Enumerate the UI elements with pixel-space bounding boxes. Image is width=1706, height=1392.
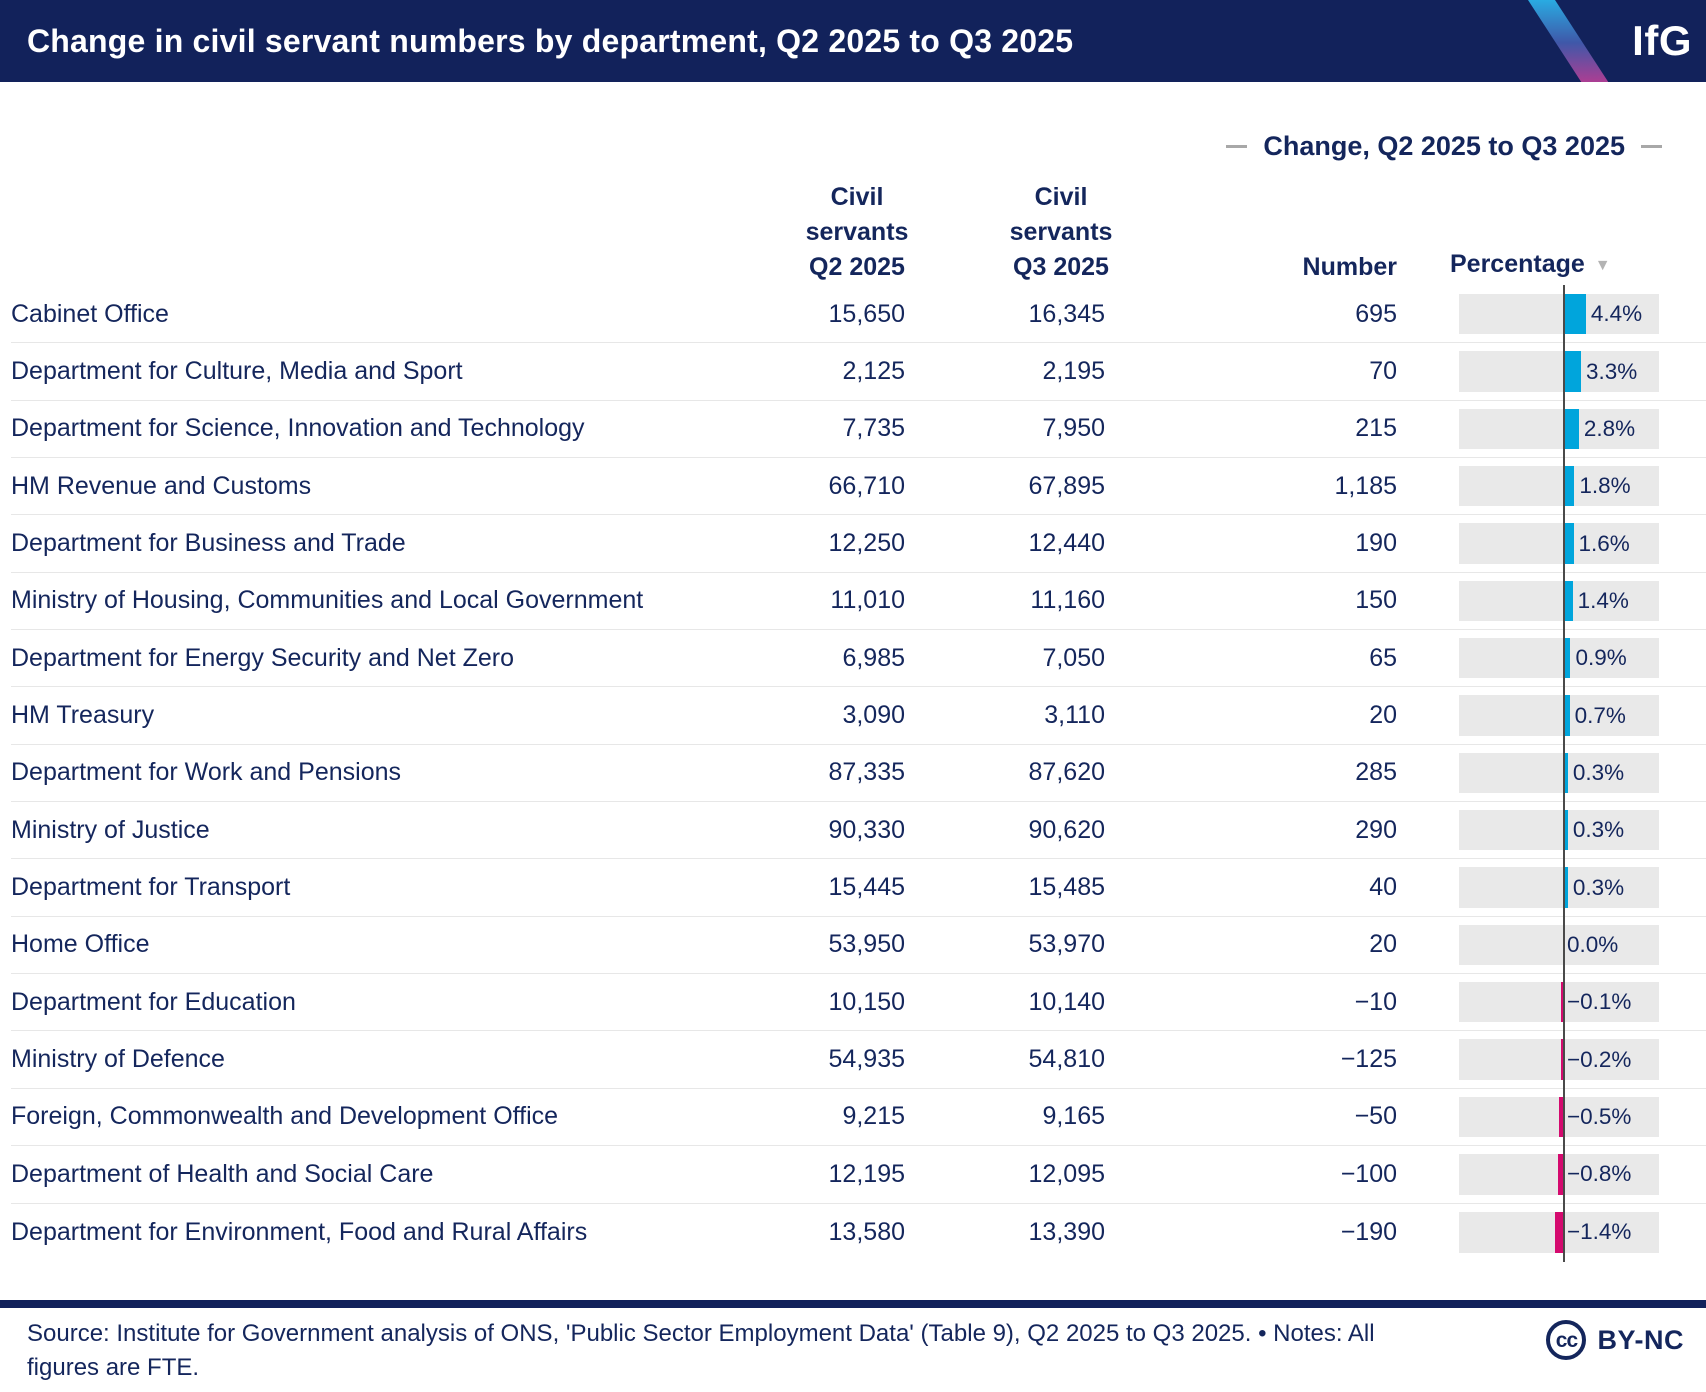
percentage-bar	[1565, 294, 1586, 334]
table-row	[11, 745, 1706, 802]
percentage-label: 0.3%	[1572, 759, 1625, 785]
percentage-bar	[1565, 466, 1574, 506]
q3-value: 11,160	[1030, 586, 1105, 615]
q2-value: 87,335	[828, 758, 905, 787]
table-body	[11, 286, 1706, 1261]
percentage-bar-cell	[1397, 630, 1706, 686]
q2-value: 13,580	[828, 1217, 905, 1246]
percentage-label: −1.4%	[1567, 1219, 1632, 1245]
q3-value: 53,970	[1028, 930, 1105, 959]
q2-value: 66,710	[828, 471, 905, 500]
department-name: Department for Environment, Food and Rural Affairs	[11, 1217, 588, 1246]
change-number: 150	[1355, 586, 1397, 615]
q2-value: 15,445	[828, 873, 905, 902]
percentage-bar	[1565, 867, 1568, 907]
table-row	[11, 286, 1706, 343]
percentage-label: 0.3%	[1572, 874, 1625, 900]
q2-value: 3,090	[842, 701, 905, 730]
percentage-label: 1.4%	[1577, 587, 1629, 613]
table-row	[11, 917, 1706, 974]
percentage-label: −0.1%	[1567, 989, 1632, 1015]
department-name: Department for Science, Innovation and Technology	[11, 414, 585, 443]
percentage-bar	[1561, 982, 1563, 1022]
table-row	[11, 859, 1706, 916]
table-row	[11, 401, 1706, 458]
percentage-bar-cell	[1397, 1146, 1706, 1202]
percentage-bar	[1565, 409, 1579, 449]
department-name: Department for Education	[11, 987, 296, 1016]
percentage-label: 0.9%	[1575, 645, 1627, 671]
change-number: 290	[1355, 815, 1397, 844]
table-row	[11, 974, 1706, 1031]
department-name: Department for Transport	[11, 873, 291, 902]
change-number: 70	[1369, 357, 1397, 386]
table-row	[11, 1031, 1706, 1088]
percentage-label: 2.8%	[1583, 415, 1636, 441]
percentage-bar	[1565, 581, 1573, 621]
col-header-q3: Civil servants Q3 2025	[1009, 183, 1113, 281]
percentage-label: 3.3%	[1586, 358, 1638, 384]
percentage-label: −0.5%	[1567, 1103, 1632, 1129]
bar-track	[1459, 925, 1659, 965]
change-number: 695	[1355, 299, 1397, 328]
q3-value: 15,485	[1028, 873, 1105, 902]
zero-line	[1563, 1030, 1565, 1088]
change-number: −125	[1340, 1045, 1397, 1074]
percentage-header-label: Percentage	[1450, 250, 1585, 278]
q3-value: 13,390	[1028, 1217, 1105, 1246]
department-name: Cabinet Office	[11, 299, 169, 328]
percentage-label: 1.8%	[1579, 473, 1631, 499]
percentage-bar-cell	[1397, 974, 1706, 1030]
table-row	[11, 515, 1706, 572]
group-header-title: Change, Q2 2025 to Q3 2025	[1263, 131, 1625, 161]
q2-value: 10,150	[828, 987, 905, 1016]
percentage-bar-cell	[1397, 687, 1706, 743]
group-header-right-dash	[1641, 145, 1662, 148]
q2-value: 2,125	[842, 357, 905, 386]
zero-line	[1563, 1145, 1565, 1203]
sort-descending-icon[interactable]: ▼	[1594, 257, 1611, 274]
department-name: Ministry of Justice	[11, 815, 210, 844]
department-name: HM Treasury	[11, 701, 155, 730]
department-name: Ministry of Housing, Communities and Local Government	[11, 586, 644, 615]
zero-line	[1563, 973, 1565, 1031]
bar-track	[1459, 466, 1659, 506]
q3-value: 67,895	[1028, 471, 1105, 500]
percentage-bar-cell	[1397, 401, 1706, 457]
q2-value: 53,950	[828, 930, 905, 959]
source-note-line2: figures are FTE.	[27, 1354, 200, 1381]
percentage-bar	[1565, 810, 1568, 850]
bar-track	[1459, 695, 1659, 735]
q3-value: 7,050	[1042, 643, 1105, 672]
percentage-bar-cell	[1397, 745, 1706, 801]
percentage-label: −0.8%	[1567, 1161, 1632, 1187]
footer-rule	[0, 1300, 1706, 1308]
percentage-bar-cell	[1397, 1089, 1706, 1145]
bar-track	[1459, 753, 1659, 793]
department-name: Department for Business and Trade	[11, 529, 406, 558]
bar-track	[1459, 1154, 1659, 1194]
bar-track	[1459, 294, 1659, 334]
department-name: Department for Work and Pensions	[11, 758, 402, 787]
percentage-label: 0.3%	[1572, 817, 1625, 843]
change-number: 215	[1355, 414, 1397, 443]
change-number: 20	[1369, 930, 1397, 959]
cc-license-badge	[1546, 1320, 1684, 1360]
percentage-label: −0.2%	[1567, 1046, 1632, 1072]
bar-track	[1459, 1097, 1659, 1137]
q2-value: 54,935	[828, 1045, 905, 1074]
change-number: 20	[1369, 701, 1397, 730]
department-name: Department of Health and Social Care	[11, 1159, 434, 1188]
q3-value: 2,195	[1042, 357, 1105, 386]
bar-track	[1459, 982, 1659, 1022]
department-name: Ministry of Defence	[11, 1045, 225, 1074]
q3-value: 87,620	[1028, 758, 1105, 787]
bar-track	[1459, 523, 1659, 563]
table-row	[11, 458, 1706, 515]
percentage-bar-cell	[1397, 573, 1706, 629]
table-row	[11, 687, 1706, 744]
q2-value: 12,250	[828, 529, 905, 558]
department-name: Home Office	[11, 930, 150, 959]
q3-value: 7,950	[1042, 414, 1105, 443]
department-name: Foreign, Commonwealth and Development Office	[11, 1102, 559, 1131]
zero-line	[1563, 916, 1565, 974]
percentage-bar	[1565, 638, 1570, 678]
bar-track	[1459, 351, 1659, 391]
bar-track	[1459, 867, 1659, 907]
department-name: Department for Culture, Media and Sport	[11, 357, 463, 386]
change-number: 285	[1355, 758, 1397, 787]
ifg-logo	[1496, 0, 1706, 82]
change-group-header	[1226, 131, 1662, 162]
change-number: 190	[1355, 529, 1397, 558]
bar-track	[1459, 409, 1659, 449]
column-headers	[11, 180, 1706, 285]
bar-track	[1459, 1212, 1659, 1253]
percentage-bar-cell	[1397, 458, 1706, 514]
percentage-bar	[1565, 351, 1581, 391]
percentage-bar	[1565, 523, 1574, 563]
q3-value: 12,440	[1028, 529, 1105, 558]
table-row	[11, 802, 1706, 859]
ifg-logo-text: IfG	[1632, 17, 1692, 64]
q3-value: 3,110	[1044, 701, 1105, 730]
percentage-bar-cell	[1397, 1031, 1706, 1087]
q2-value: 6,985	[842, 643, 905, 672]
percentage-bar	[1555, 1212, 1563, 1253]
change-number: 65	[1369, 643, 1397, 672]
zero-line	[1563, 1088, 1565, 1146]
department-name: Department for Energy Security and Net Zero	[11, 643, 515, 672]
q2-value: 11,010	[830, 586, 905, 615]
percentage-bar	[1561, 1039, 1563, 1079]
header-bar	[0, 0, 1706, 82]
percentage-label: 0.7%	[1574, 702, 1626, 728]
group-header-left-dash	[1226, 145, 1247, 148]
percentage-bar	[1559, 1097, 1563, 1137]
bar-track	[1459, 1039, 1659, 1079]
bar-track	[1459, 638, 1659, 678]
source-note-line1: Source: Institute for Government analysis of ONS, 'Public Sector Employment Data' (Table 9), Q2 2025 to Q3 2025. • Notes: All	[27, 1320, 1375, 1347]
percentage-bar	[1565, 695, 1570, 735]
col-header-number: Number	[1302, 253, 1397, 281]
table-row	[11, 343, 1706, 400]
q2-value: 90,330	[828, 815, 905, 844]
percentage-label: 1.6%	[1578, 530, 1630, 556]
q2-value: 7,735	[842, 414, 905, 443]
change-number: −190	[1340, 1217, 1397, 1246]
change-number: −50	[1354, 1102, 1397, 1131]
percentage-bar-cell	[1397, 343, 1706, 399]
q3-value: 54,810	[1028, 1045, 1105, 1074]
table-row	[11, 1146, 1706, 1203]
cc-icon: cc	[1546, 1320, 1586, 1360]
change-number: −100	[1340, 1159, 1397, 1188]
q3-value: 12,095	[1028, 1159, 1105, 1188]
percentage-bar	[1558, 1154, 1563, 1194]
zero-line	[1563, 1203, 1565, 1262]
q2-value: 12,195	[828, 1159, 905, 1188]
col-header-percentage[interactable]	[1397, 247, 1706, 285]
table-row	[11, 1204, 1706, 1261]
percentage-bar	[1565, 753, 1568, 793]
change-number: 1,185	[1334, 471, 1397, 500]
license-label: BY-NC	[1597, 1324, 1684, 1355]
q2-value: 9,215	[842, 1102, 905, 1131]
percentage-bar-cell	[1397, 286, 1706, 342]
change-number: −10	[1354, 987, 1397, 1016]
percentage-bar-cell	[1397, 859, 1706, 915]
percentage-label: 0.0%	[1567, 931, 1619, 957]
q3-value: 16,345	[1028, 299, 1105, 328]
change-number: 40	[1369, 873, 1397, 902]
percentage-bar-cell	[1397, 1204, 1706, 1261]
col-header-q2: Civil servants Q2 2025	[805, 183, 909, 281]
table-row	[11, 1089, 1706, 1146]
chart-title: Change in civil servant numbers by department, Q2 2025 to Q3 2025	[27, 22, 1074, 59]
q3-value: 10,140	[1028, 987, 1105, 1016]
percentage-bar-cell	[1397, 802, 1706, 858]
q3-value: 90,620	[1028, 815, 1105, 844]
ifg-logo-stripe-icon	[1528, 0, 1608, 82]
percentage-bar-cell	[1397, 917, 1706, 973]
q3-value: 9,165	[1042, 1102, 1105, 1131]
q2-value: 15,650	[828, 299, 905, 328]
table-row	[11, 630, 1706, 687]
percentage-label: 4.4%	[1590, 301, 1643, 327]
table-row	[11, 573, 1706, 630]
percentage-bar-cell	[1397, 515, 1706, 571]
bar-track	[1459, 810, 1659, 850]
department-name: HM Revenue and Customs	[11, 471, 312, 500]
bar-track	[1459, 581, 1659, 621]
source-note	[27, 1317, 1375, 1385]
